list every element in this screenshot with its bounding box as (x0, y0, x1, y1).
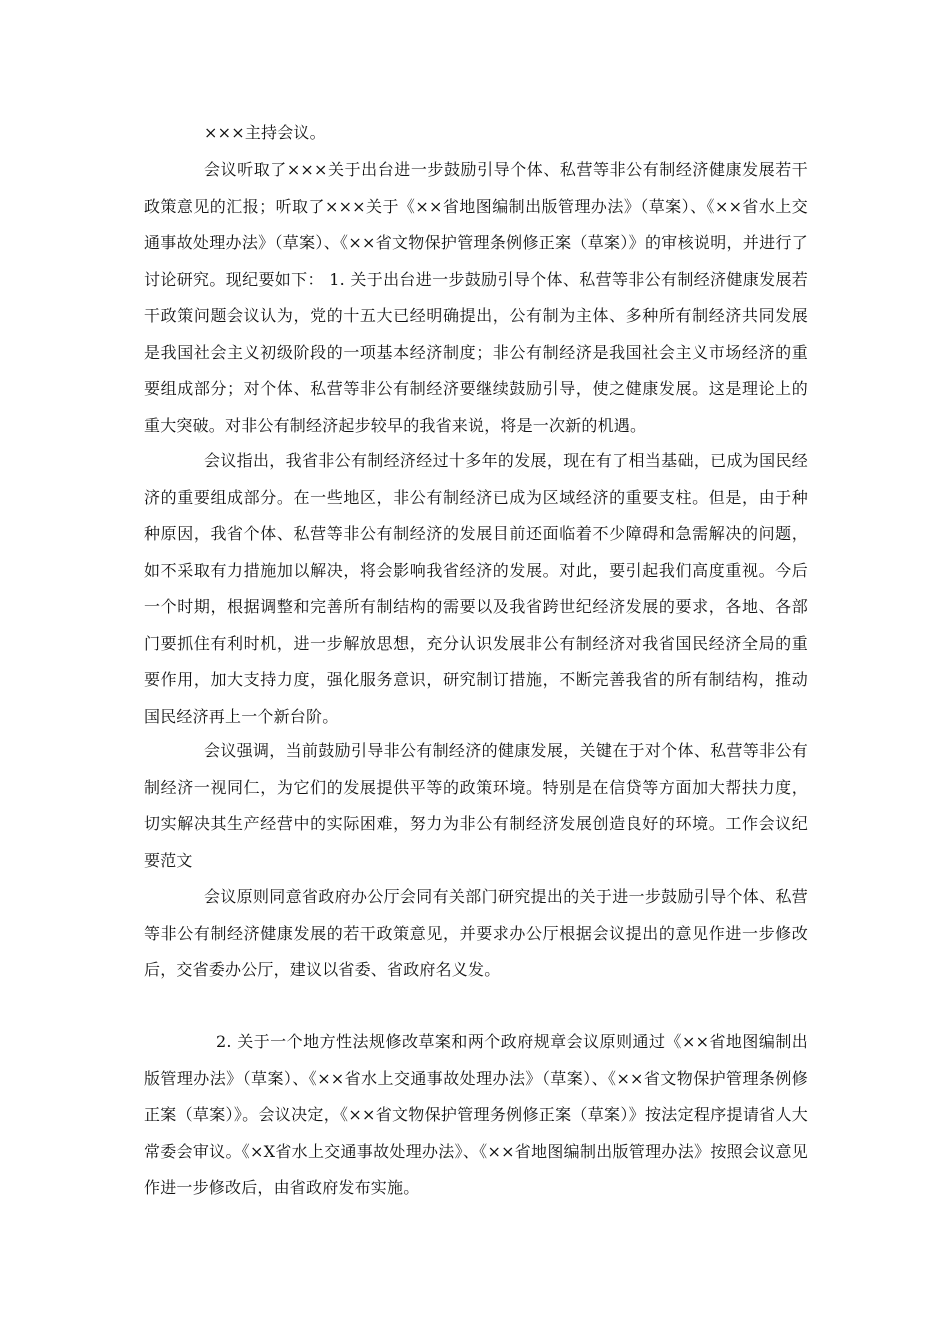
paragraph-meeting-pointed-out: 会议指出，我省非公有制经济经过十多年的发展，现在有了相当基础，已成为国民经济的重要组成部分。在一些地区，非公有制经济已成为区域经济的重要支柱。但是，由于种种原因，我省个体、私营等非公有制经济的发展目前还面临着不少障碍和急需解决的问题，如不采取有力措施加以解决，将会影响我省经济的发展。对此，要引起我们高度重视。今后一个时期，根据调整和完善所有制结构的需要以及我省跨世纪经济发展的要求，各地、各部门要抓住有利时机，进一步解放思想，充分认识发展非公有制经济对我省国民经济全局的重要作用，加大支持力度，强化服务意识，研究制订措施，不断完善我省的所有制结构，推动国民经济再上一个新台阶。 (144, 451, 808, 726)
paragraph-regulations: 2. 关于一个地方性法规修改草案和两个政府规章会议原则通过《××省地图编制出版管理办法》（草案）、《××省水上交通事故处理办法》（草案）、《××省文物保护管理条例修正案（草案）》。会议决定，《××省文物保护管理务例修正案（草案）》按法定程序提请省人大常委会审议。《×X省水上交通事故处理办法》、《××省地图编制出版管理办法》按照会议意见作进一步修改后，由省政府发布实施。 (144, 1032, 808, 1197)
paragraph-chair: ×××主持会议。 (204, 123, 326, 142)
paragraph-approval: 会议原则同意省政府办公厅会同有关部门研究提出的关于进一步鼓励引导个体、私营等非公有制经济健康发展的若干政策意见，并要求办公厅根据会议提出的意见作进一步修改后，交省委办公厅，建议以省委、省政府名义发。 (144, 887, 808, 979)
paragraph-report: 会议听取了×××关于出台进一步鼓励引导个体、私营等非公有制经济健康发展若干政策意见的汇报；听取了×××关于《××省地图编制出版管理办法》（草案）、《××省水上交通事故处理办法》（草案）、《××省文物保护管理条例修正案（草案）》的审核说明，并进行了讨论研究。现纪要如下： 1. 关于出台进一步鼓励引导个体、私营等非公有制经济健康发展若干政策问题会议认为，党的十五大已经明确提出，公有制为主体、多种所有制经济共同发展是我国社会主义初级阶段的一项基本经济制度；非公有制经济是我国社会主义市场经济的重要组成部分；对个体、私营等非公有制经济要继续鼓励引导，使之健康发展。这是理论上的重大突破。对非公有制经济起步较早的我省来说，将是一次新的机遇。 (144, 160, 808, 435)
paragraph-meeting-emphasized: 会议强调，当前鼓励引导非公有制经济的健康发展，关键在于对个体、私营等非公有制经济一视同仁，为它们的发展提供平等的政策环境。特别是在信贷等方面加大帮扶力度，切实解决其生产经营中的实际困难，努力为非公有制经济发展创造良好的环境。工作会议纪要范文 (144, 741, 808, 870)
